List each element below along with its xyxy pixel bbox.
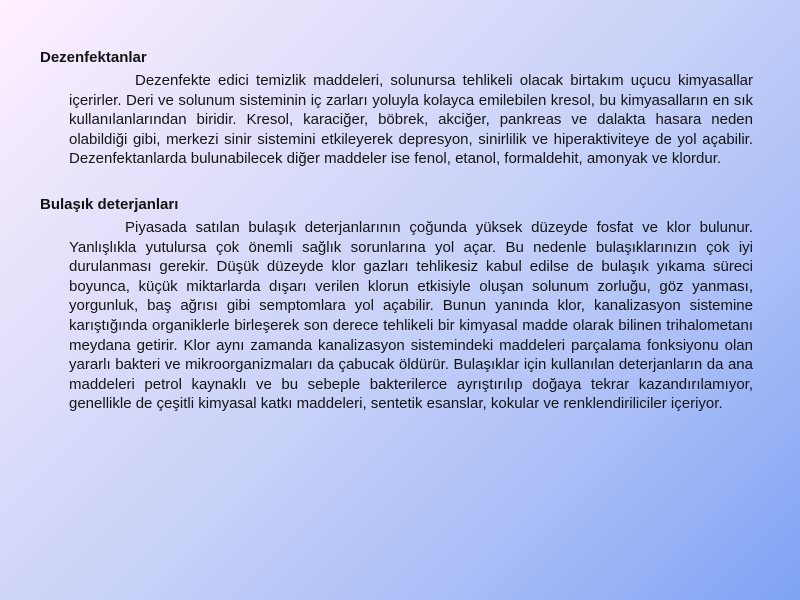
section-heading-disinfectants: Dezenfektanlar: [40, 49, 147, 66]
section-heading-dish-detergents: Bulaşık deterjanları: [40, 196, 179, 213]
section-body-disinfectants: Dezenfekte edici temizlik maddeleri, solunursa tehlikeli olacak birtakım uçucu kimyasallar içerirler. Deri ve solunum sisteminin iç zarları yoluyla kolayca emilebilen kresol, bu kimyasalların en sık kullanılanlarından biridir. Kresol, karaciğer, böbrek, akciğer, pankreas ve dalakta hasara neden olabildiği gibi, merkezi sinir sistemini etkileyerek depresyon, sinirlilik ve hiperaktiviteye de yol açabilir. Dezenfektanlarda bulunabilecek diğer maddeler ise fenol, etanol, formaldehit, amonyak ve klordur.: [69, 72, 753, 168]
section-body-dish-detergents: Piyasada satılan bulaşık deterjanlarının çoğunda yüksek düzeyde fosfat ve klor bulunur. Yanlışlıkla yutulursa çok önemli sağlık sorunlarına yol açar. Bu nedenle bulaşıklarınızın çok iyi durulanması gerekir. Düşük düzeyde klor gazları tehlikesiz kabul edilse de bulaşık yıkama süreci boyunca, küçük miktarlarda dışarı verilen klorun etkisiyle oluşan solunum zorluğu, göz yanması, yorgunluk, baş ağrısı gibi semptomlara yol açabilir. Bunun yanında klor, kanalizasyon sistemine karıştığında organiklerle birleşerek son derece tehlikeli bir kimyasal madde olarak bilinen trihalometanı meydana getirir. Klor aynı zamanda kanalizasyon sistemindeki maddeleri parçalama fonksiyonu olan yararlı bakteri ve mikroorganizmaları da çabucak öldürür. Bulaşıklar için kullanılan deterjanların da ana maddeleri petrol kaynaklı ve bu sebeple bakterilerce ayrıştırılıp doğaya tekrar kazandırılamıyor, genellikle de çeşitli kimyasal katkı maddeleri, sentetik esanslar, kokular ve renklendiriliciler içeriyor.: [69, 219, 753, 413]
